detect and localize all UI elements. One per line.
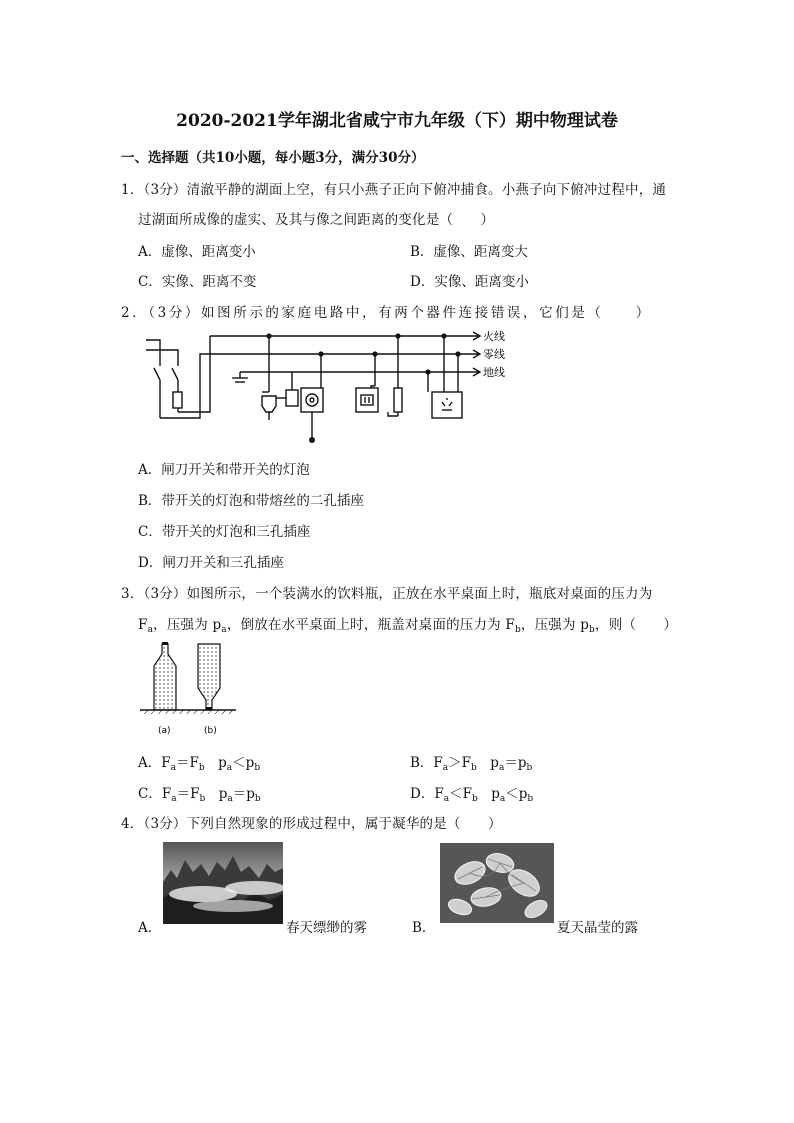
q4-option-a-caption: 春天缥缈的雾 bbox=[286, 920, 367, 936]
q3-stem-line2: $F_a$，压强为 $p_a$，倒放在水平桌面上时，瓶盖对桌面的压力为 $F_b$，压强为 $p_b$，则（ ） bbox=[138, 617, 678, 635]
live-wire-label: 火线 bbox=[483, 330, 505, 343]
bottle-diagram bbox=[138, 642, 242, 738]
q3-option-a[interactable]: A．$F_a=F_b$ $p_a<p_b$ bbox=[138, 755, 261, 773]
page-title: 2020-2021学年湖北省咸宁市九年级（下）期中物理试卷 bbox=[176, 111, 618, 131]
q1-option-a[interactable]: A．虚像、距离变小 bbox=[138, 244, 256, 260]
q1-option-d[interactable]: D．实像、距离变小 bbox=[410, 274, 529, 290]
q2-option-c[interactable]: C．带开关的灯泡和三孔插座 bbox=[138, 524, 311, 540]
household-circuit-diagram bbox=[138, 326, 518, 448]
section-heading: 一、选择题（共10小题，每小题3分，满分30分） bbox=[121, 150, 425, 166]
q1-option-b[interactable]: B．虚像、距离变大 bbox=[410, 244, 528, 260]
q3-option-d[interactable]: D．$F_a<F_b$ $p_a<p_b$ bbox=[410, 786, 534, 804]
q4-option-a-letter[interactable]: A． bbox=[138, 920, 162, 936]
q4-stem: 4．（3分）下列自然现象的形成过程中，属于凝华的是（ ） bbox=[121, 816, 502, 832]
bottle-b-label: (b) bbox=[204, 726, 217, 736]
q2-option-d[interactable]: D．闸刀开关和三孔插座 bbox=[138, 555, 284, 571]
misty-mountains-photo bbox=[163, 842, 283, 924]
ground-wire-label: 地线 bbox=[483, 366, 505, 379]
q1-stem-line1: 1．（3分）清澈平静的湖面上空，有只小燕子正向下俯冲捕食。小燕子向下俯冲过程中，通 bbox=[121, 182, 667, 198]
q4-option-b-letter[interactable]: B． bbox=[412, 920, 436, 936]
neutral-wire-label: 零线 bbox=[483, 348, 505, 361]
frosted-leaves-photo bbox=[440, 843, 554, 923]
q1-stem-line2: 过湖面所成像的虚实、及其与像之间距离的变化是（ ） bbox=[138, 212, 495, 228]
q3-option-b[interactable]: B．$F_a>F_b$ $p_a=p_b$ bbox=[410, 755, 533, 773]
q2-option-b[interactable]: B．带开关的灯泡和带熔丝的二孔插座 bbox=[138, 493, 364, 509]
q2-stem: 2．（3分）如图所示的家庭电路中，有两个器件连接错误，它们是（ ） bbox=[121, 305, 652, 321]
q4-option-b-caption: 夏天晶莹的露 bbox=[557, 920, 638, 936]
q3-stem-line1: 3．（3分）如图所示，一个装满水的饮料瓶，正放在水平桌面上时，瓶底对桌面的压力为 bbox=[121, 586, 653, 602]
bottle-a-label: (a) bbox=[158, 726, 171, 736]
q1-option-c[interactable]: C．实像、距离不变 bbox=[138, 274, 257, 290]
q2-option-a[interactable]: A．闸刀开关和带开关的灯泡 bbox=[138, 462, 310, 478]
q3-option-c[interactable]: C．$F_a=F_b$ $p_a=p_b$ bbox=[138, 786, 261, 804]
